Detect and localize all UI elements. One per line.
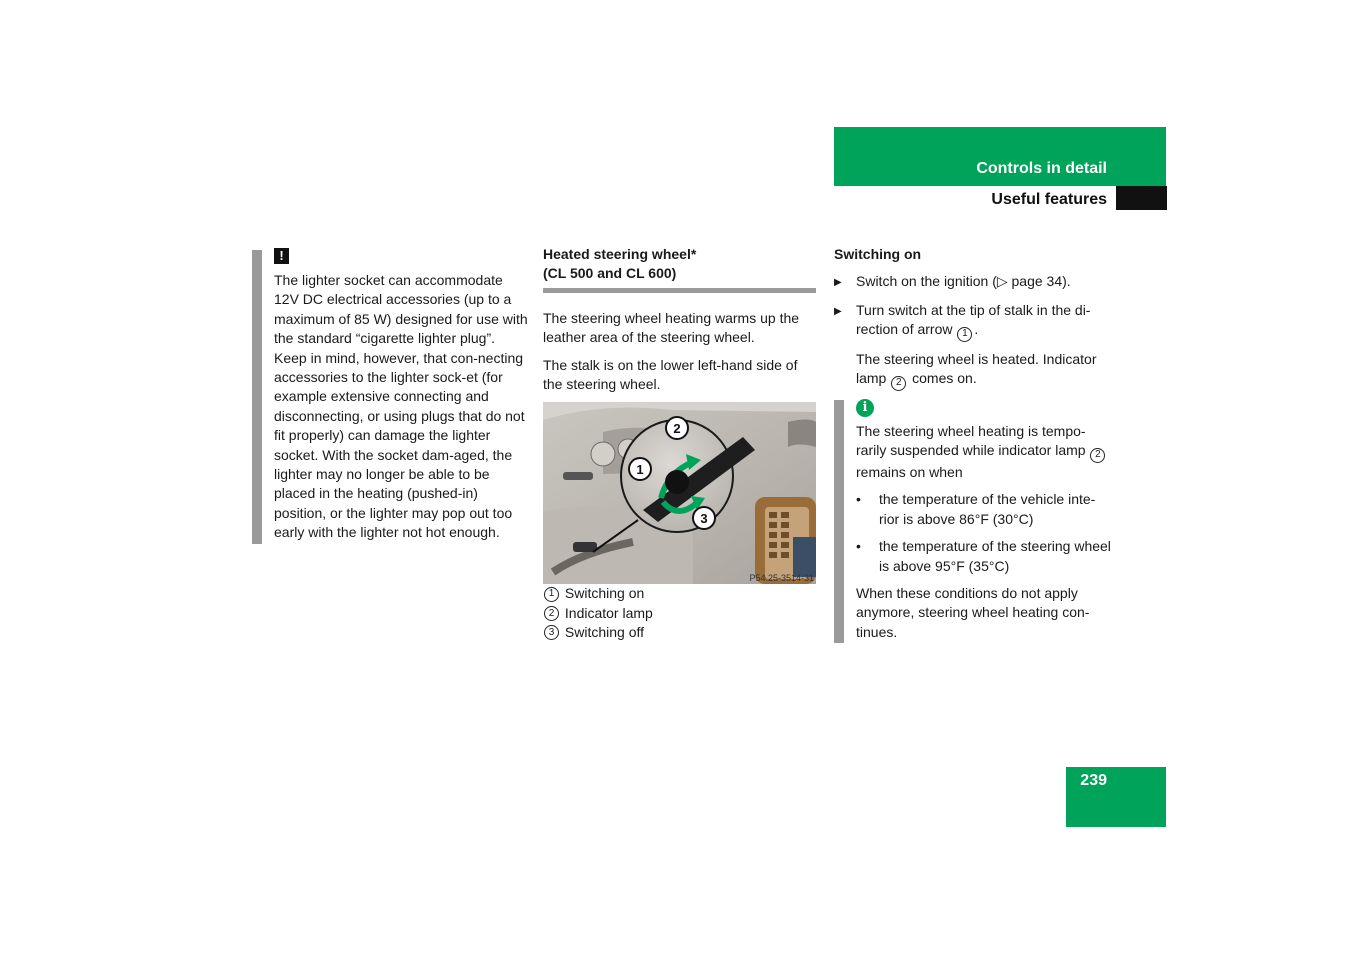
callout-number: 1	[544, 587, 559, 602]
info-icon: i	[856, 399, 874, 417]
stalk-paragraph: The stalk is on the lower left-hand side of the steering wheel.	[543, 356, 798, 393]
heated-steering-section	[543, 245, 816, 643]
warning-text: The lighter socket can accommodate 12V DC electrical accessories (up to a maximum of 85 W) designed for use with the standard “cigarette lighter plug”. Keep in mind, however, that con-necting accessories to the lighter sock-et (for example extensive connecting and disconnecting, or using plugs that do not fit properly) can damage the lighter socket. With the socket dam-aged, the lighter may no longer be able to be placed in the heating (pushed-in) position, or the lighter may pop out too early with the lighter not hot enough.	[274, 272, 528, 541]
chapter-title: Controls in detail	[976, 160, 1107, 177]
info-bullet: • the temperature of the steering wheel is above 95°F (35°C)	[856, 537, 1111, 576]
heading-line-1: Heated steering wheel*	[543, 246, 697, 262]
step-2	[834, 301, 1114, 342]
bullet-arrow-icon: ▶	[834, 277, 842, 289]
switching-on-heading: Switching on	[834, 246, 922, 262]
section-heading	[543, 245, 816, 284]
caption-text: Switching on	[564, 585, 645, 602]
svg-text:3: 3	[700, 511, 708, 527]
result-text: The steering wheel is heated. Indicator lamp 2 comes on.	[834, 350, 1114, 391]
header-marker	[1116, 186, 1167, 210]
caption-3	[543, 623, 816, 642]
bullet-text: the temperature of the vehicle inte-rior is above 86°F (30°C)	[879, 491, 1096, 527]
caption-1	[543, 584, 816, 603]
info-outro: When these conditions do not apply anymore, steering wheel heating con-tinues.	[856, 584, 1090, 640]
caption-2	[543, 604, 816, 623]
warning-bar	[252, 250, 262, 544]
info-intro: The steering wheel heating is tempo-rarily suspended while indicator lamp 2 remains on when	[856, 422, 1111, 482]
svg-text:1: 1	[636, 462, 644, 478]
step-text: Turn switch at the tip of stalk in the di-rection of arrow 1 .	[856, 301, 1114, 342]
callout-number: 3	[544, 625, 559, 640]
steering-stalk-illustration	[543, 402, 816, 584]
callout-number: 1	[957, 327, 972, 342]
info-box	[856, 397, 1111, 642]
bullet-arrow-icon: ▶	[834, 305, 842, 317]
step-text: Switch on the ignition (▷ page 34).	[856, 273, 1071, 290]
svg-text:2: 2	[673, 421, 681, 437]
figure-code: P54.25-3514-31	[749, 573, 814, 584]
info-bullet: • the temperature of the vehicle inte-rior is above 86°F (30°C)	[856, 490, 1111, 529]
switching-on-section	[834, 245, 1114, 391]
exclamation-icon: !	[274, 248, 289, 264]
page-number: 239	[1080, 772, 1107, 789]
callout-number: 2	[891, 376, 906, 391]
stalk-figure	[543, 402, 816, 584]
callout-number: 2	[1090, 448, 1105, 463]
info-bar	[834, 400, 844, 643]
caption-text: Indicator lamp	[564, 604, 653, 621]
callout-number: 2	[544, 606, 559, 621]
section-title: Useful features	[991, 191, 1107, 208]
heading-line-2: (CL 500 and CL 600)	[543, 265, 677, 282]
intro-paragraph: The steering wheel heating warms up the leather area of the steering wheel.	[543, 309, 800, 346]
heading-rule	[543, 288, 816, 293]
bullet-text: the temperature of the steering wheel is above 95°F (35°C)	[879, 538, 1111, 574]
caption-text: Switching off	[564, 624, 645, 641]
warning-box	[274, 246, 529, 543]
step-1	[834, 272, 1114, 292]
